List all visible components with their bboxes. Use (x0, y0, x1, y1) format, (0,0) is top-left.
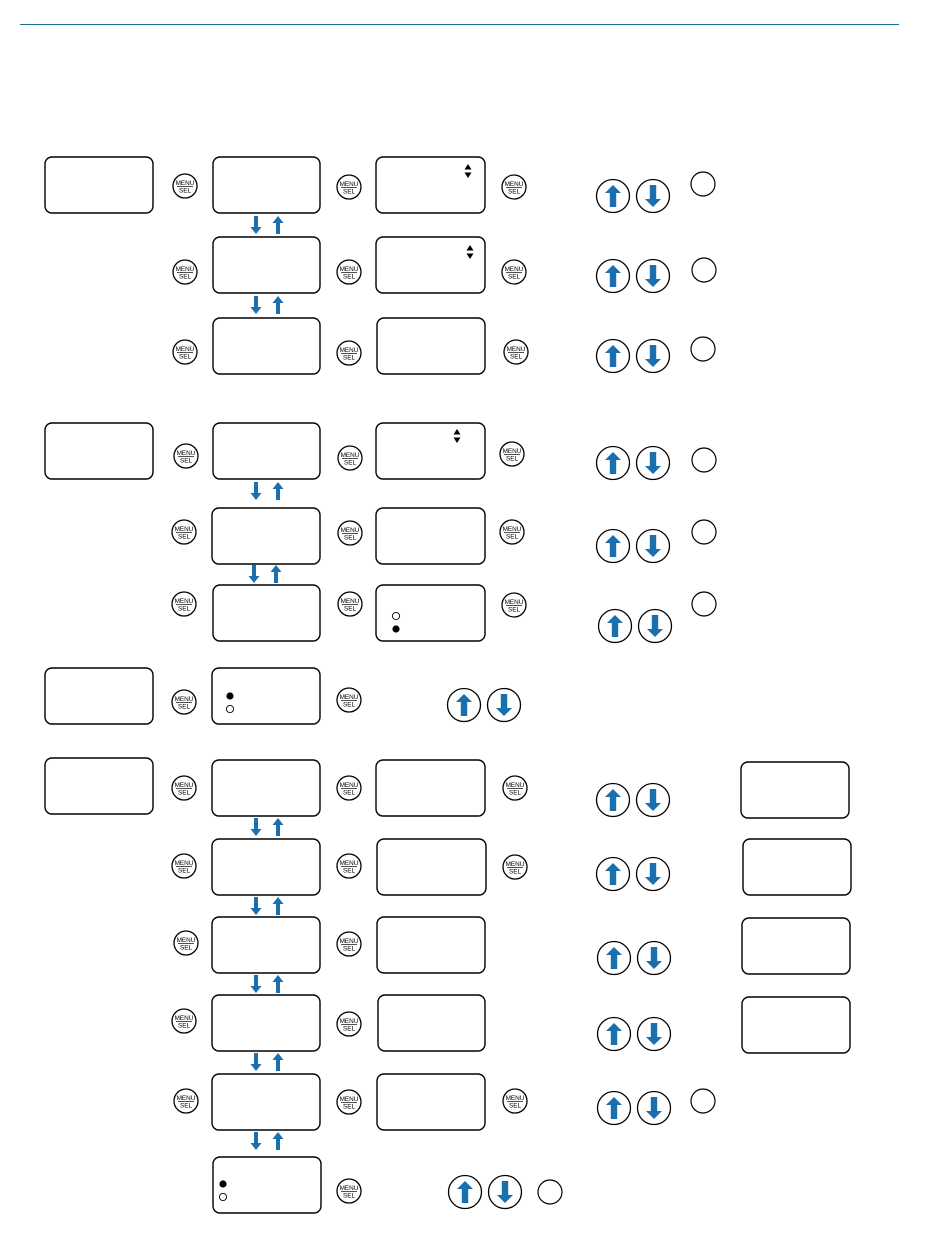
sel-label: SEL (342, 1192, 356, 1200)
sel-label: SEL (343, 605, 357, 613)
down-button[interactable] (637, 340, 670, 373)
sel-label: SEL (342, 1025, 356, 1033)
down-button[interactable] (637, 530, 670, 563)
menu-sel-button[interactable] (337, 260, 361, 284)
sel-label: SEL (508, 868, 522, 876)
lcd-screen (743, 839, 851, 895)
menu-label: MENU (175, 265, 195, 273)
menu-sel-button[interactable] (337, 175, 361, 199)
menu-sel-button[interactable] (173, 174, 197, 198)
menu-sel-button[interactable] (337, 854, 361, 878)
menu-label: MENU (339, 1017, 359, 1025)
lcd-screen (741, 762, 849, 818)
menu-sel-button[interactable] (172, 520, 196, 544)
sel-label: SEL (342, 188, 356, 196)
down-button[interactable] (489, 1176, 522, 1209)
lcd-screen (376, 237, 485, 293)
down-button[interactable] (638, 1018, 671, 1051)
lcd-screen (213, 157, 320, 213)
lcd-screen (376, 423, 485, 479)
menu-label: MENU (174, 859, 194, 867)
menu-sel-button[interactable] (503, 855, 527, 879)
menu-sel-button[interactable] (172, 776, 196, 800)
menu-sel-button[interactable] (337, 932, 361, 956)
sel-label: SEL (508, 789, 522, 797)
menu-label: MENU (504, 598, 524, 606)
menu-sel-button[interactable] (500, 442, 524, 466)
sel-label: SEL (178, 353, 192, 361)
menu-sel-button[interactable] (337, 341, 361, 365)
section-4-title-screen (45, 758, 153, 814)
menu-sel-button[interactable] (337, 1012, 361, 1036)
menu-label: MENU (339, 180, 359, 188)
menu-label: MENU (339, 1184, 359, 1192)
flow-arrows-icon (251, 216, 284, 234)
sel-label: SEL (177, 703, 191, 711)
lcd-screen (212, 839, 320, 895)
lcd-screen (378, 995, 485, 1051)
sel-label: SEL (343, 534, 357, 542)
menu-label: MENU (505, 1094, 525, 1102)
down-button[interactable] (637, 260, 670, 293)
menu-label: MENU (176, 449, 196, 457)
lcd-screen (212, 1074, 320, 1130)
menu-label: MENU (505, 781, 525, 789)
up-button[interactable] (598, 942, 631, 975)
flow-arrows-icon (251, 296, 284, 314)
down-button[interactable] (637, 180, 670, 213)
sel-label: SEL (342, 867, 356, 875)
menu-label: MENU (174, 597, 194, 605)
menu-sel-button[interactable] (337, 1179, 361, 1203)
blank-circle-icon (691, 172, 715, 196)
lcd-screen (376, 760, 485, 816)
sel-label: SEL (507, 273, 521, 281)
menu-label: MENU (502, 525, 522, 533)
sel-label: SEL (179, 457, 193, 465)
menu-label: MENU (339, 859, 359, 867)
menu-label: MENU (174, 525, 194, 533)
up-button[interactable] (598, 1018, 631, 1051)
sel-label: SEL (505, 455, 519, 463)
flow-arrows-icon (251, 818, 284, 836)
menu-label: MENU (339, 1095, 359, 1103)
menu-sel-button[interactable] (172, 854, 196, 878)
sel-label: SEL (343, 459, 357, 467)
lcd-screen (213, 237, 320, 293)
menu-label: MENU (340, 597, 360, 605)
sel-label: SEL (508, 1102, 522, 1110)
lcd-screen (213, 585, 320, 641)
blank-circle-icon (692, 258, 716, 282)
menu-sel-button[interactable] (338, 521, 362, 545)
lcd-screen (213, 318, 320, 374)
menu-label: MENU (174, 1014, 194, 1022)
flow-arrows-icon (251, 482, 284, 500)
lcd-screen (212, 995, 320, 1051)
flow-arrows-icon (251, 975, 284, 993)
sel-label: SEL (509, 353, 523, 361)
lcd-screen (212, 760, 320, 816)
blank-circle-icon (692, 448, 716, 472)
flow-arrows-icon (251, 1053, 284, 1071)
down-button[interactable] (637, 447, 670, 480)
blank-circle-icon (692, 520, 716, 544)
menu-sel-button[interactable] (337, 1090, 361, 1114)
menu-label: MENU (505, 860, 525, 868)
menu-sel-button[interactable] (338, 446, 362, 470)
menu-sel-button[interactable] (173, 340, 197, 364)
up-button[interactable] (449, 1176, 482, 1209)
menu-label: MENU (175, 345, 195, 353)
menu-sel-button[interactable] (337, 776, 361, 800)
sel-label: SEL (179, 944, 193, 952)
sel-label: SEL (342, 701, 356, 709)
menu-sel-button[interactable] (503, 776, 527, 800)
lcd-screen (377, 1074, 485, 1130)
sel-label: SEL (179, 1102, 193, 1110)
menu-label: MENU (339, 693, 359, 701)
sel-label: SEL (177, 533, 191, 541)
menu-label: MENU (502, 447, 522, 455)
menu-sel-button[interactable] (172, 1009, 196, 1033)
sel-label: SEL (342, 789, 356, 797)
menu-sel-button[interactable] (503, 1089, 527, 1113)
down-button[interactable] (638, 1092, 671, 1125)
lcd-screen (212, 508, 320, 564)
lcd-screen (376, 585, 485, 641)
sel-label: SEL (177, 1022, 191, 1030)
lcd-screen (742, 997, 850, 1053)
sel-label: SEL (177, 605, 191, 613)
menu-label: MENU (174, 695, 194, 703)
sel-label: SEL (342, 1103, 356, 1111)
menu-label: MENU (339, 781, 359, 789)
down-button[interactable] (639, 610, 672, 643)
menu-label: MENU (176, 1094, 196, 1102)
sel-label: SEL (342, 354, 356, 362)
up-button[interactable] (597, 447, 630, 480)
menu-label: MENU (504, 180, 524, 188)
lcd-screen (377, 318, 485, 374)
lcd-screen (377, 917, 485, 973)
menu-label: MENU (174, 781, 194, 789)
menu-label: MENU (339, 937, 359, 945)
menu-sel-button[interactable] (338, 592, 362, 616)
section-1-title-screen (45, 157, 153, 213)
menu-sel-button[interactable] (172, 592, 196, 616)
lcd-screen (377, 839, 486, 895)
menu-label: MENU (340, 526, 360, 534)
menu-sel-button[interactable] (174, 931, 198, 955)
sel-label: SEL (177, 789, 191, 797)
section-3-title-screen (45, 668, 153, 724)
down-button[interactable] (637, 858, 670, 891)
up-button[interactable] (597, 858, 630, 891)
menu-label: MENU (175, 179, 195, 187)
lcd-screen (213, 423, 320, 479)
menu-sel-button[interactable] (337, 688, 361, 712)
up-button[interactable] (598, 1092, 631, 1125)
sel-label: SEL (178, 273, 192, 281)
lcd-screen (213, 1157, 321, 1213)
down-button[interactable] (488, 689, 521, 722)
sel-label: SEL (507, 188, 521, 196)
menu-sel-button[interactable] (174, 444, 198, 468)
down-button[interactable] (638, 942, 671, 975)
up-button[interactable] (599, 610, 632, 643)
lcd-screen (212, 917, 320, 973)
lcd-screen (376, 508, 485, 564)
up-button[interactable] (597, 180, 630, 213)
down-button[interactable] (637, 784, 670, 817)
blank-circle-icon (692, 592, 716, 616)
menu-label: MENU (506, 345, 526, 353)
flow-arrows-icon (251, 897, 284, 915)
sel-label: SEL (178, 187, 192, 195)
up-button[interactable] (448, 689, 481, 722)
menu-sel-button[interactable] (174, 1089, 198, 1113)
up-button[interactable] (597, 784, 630, 817)
menu-label: MENU (339, 346, 359, 354)
menu-sel-button[interactable] (500, 520, 524, 544)
menu-sel-button[interactable] (172, 690, 196, 714)
sel-label: SEL (177, 867, 191, 875)
menu-label: MENU (176, 936, 196, 944)
up-button[interactable] (597, 260, 630, 293)
blank-circle-icon (538, 1180, 562, 1204)
lcd-screen (742, 918, 850, 974)
menu-sel-button[interactable] (502, 593, 526, 617)
menu-label: MENU (504, 265, 524, 273)
flow-arrows-icon (249, 565, 282, 583)
menu-label: MENU (339, 265, 359, 273)
blank-circle-icon (691, 337, 715, 361)
menu-label: MENU (340, 451, 360, 459)
menu-sel-button[interactable] (502, 260, 526, 284)
sel-label: SEL (342, 273, 356, 281)
up-button[interactable] (597, 530, 630, 563)
sel-label: SEL (505, 533, 519, 541)
blank-circle-icon (691, 1089, 715, 1113)
sel-label: SEL (342, 945, 356, 953)
sel-label: SEL (507, 606, 521, 614)
menu-sel-button[interactable] (502, 175, 526, 199)
section-2-title-screen (45, 423, 153, 479)
flow-arrows-icon (251, 1132, 284, 1150)
menu-sel-button[interactable] (173, 260, 197, 284)
menu-sel-button[interactable] (504, 340, 528, 364)
up-button[interactable] (597, 340, 630, 373)
